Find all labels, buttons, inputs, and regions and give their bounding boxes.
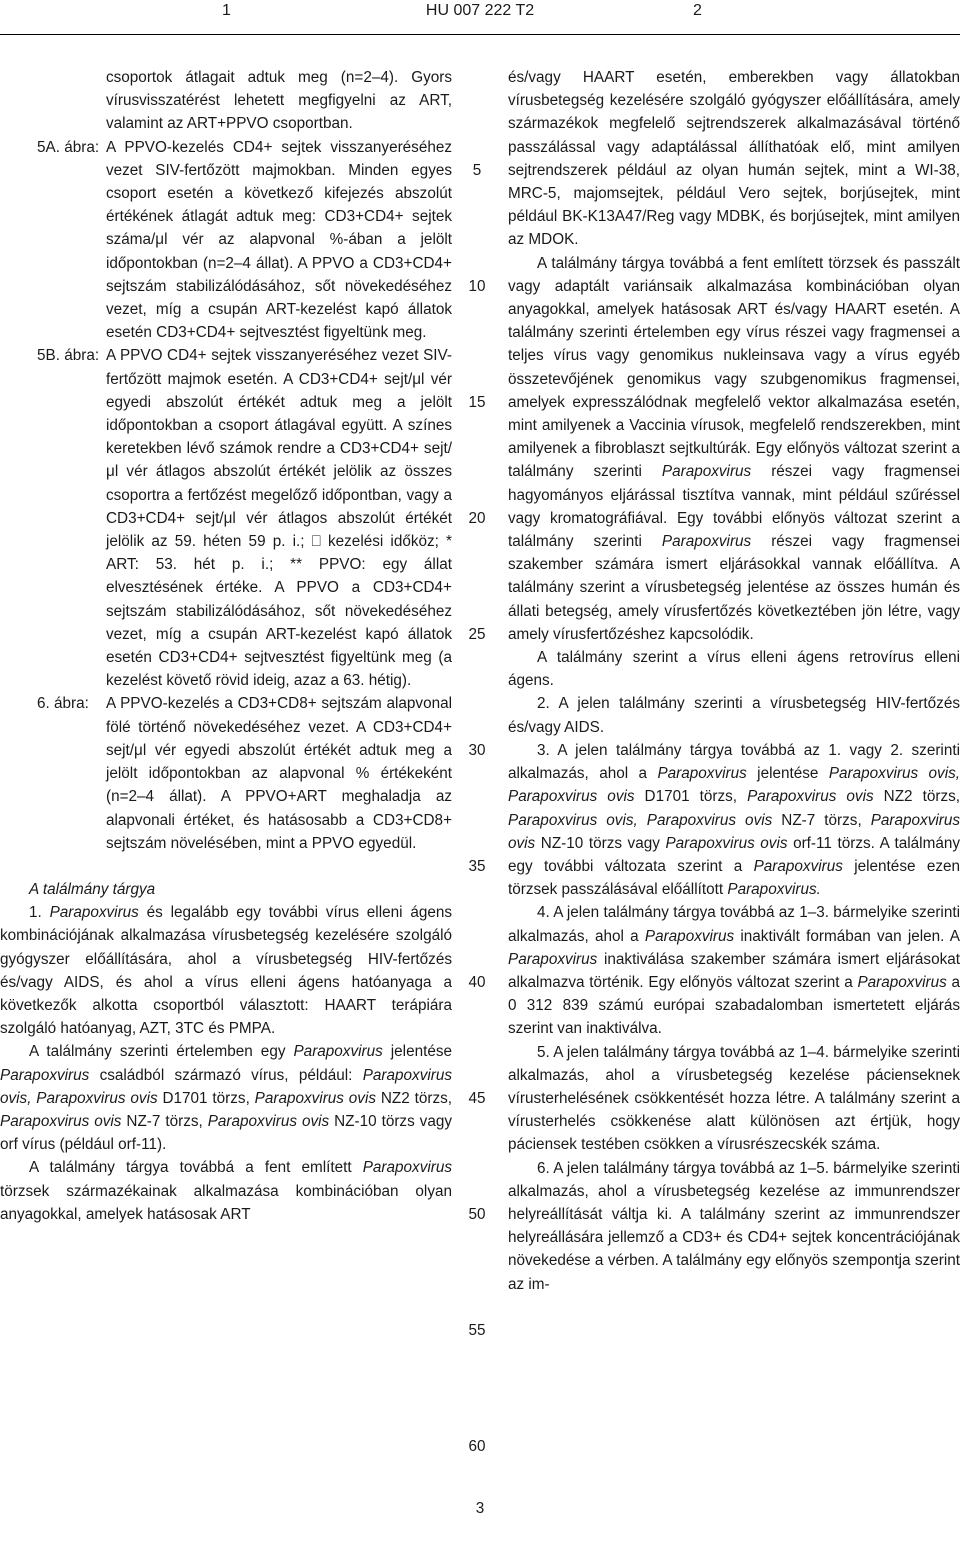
header-rule (0, 34, 960, 35)
line-number-25: 25 (468, 626, 486, 643)
left-page-number: 1 (222, 2, 231, 19)
claim-1-term: Parapoxvirus (49, 904, 139, 922)
figure-6-label: 6. ábra: (37, 695, 89, 713)
right-paragraph-1: és/vagy HAART esetén, emberekben vagy állatokban vírusbetegség kezelésére szolgáló gyógyszer előállítására, amely származékok megfelelő sejtrendszerek alkalmazásával történő passzálással vagy adaptálással állíthatóak elő, mint amilyen sejtrendszerek például az olyan humán sejtek, mint a WI-38, MRC-5, majomsejtek, például Vero sejtek, borjúsejtek, mint például BK-K13A47/Reg vagy MDBK, és borjúsejtek, mint amilyen az MDOK. (508, 69, 960, 249)
line-number-50: 50 (468, 1206, 486, 1223)
definition-paragraph: A találmány szerinti értelemben egy Parapoxvirus jelentése Parapoxvirus családból származó vírus, például: Parapoxvirus ovis, Parapoxvirus ovis D1701 törzs, Parapoxvirus ovis NZ2 törzs, Parapoxvirus ovis NZ-7 törzs, Parapoxvirus ovis NZ-10 törzs vagy orf vírus (például orf-11). (0, 1043, 452, 1154)
page-number: 3 (475, 1500, 485, 1517)
figure-6-caption (37, 692, 452, 854)
figure-5b-caption (37, 344, 452, 692)
figure-5a-caption (37, 136, 452, 345)
claim-1 (0, 901, 452, 1040)
claim-6: 6. A jelen találmány tárgya továbbá az 1–5. bármelyike szerinti alkalmazás, ahol a vírusbetegség kezelése az immunrendszer helyreállítását váltja ki. A találmány szerint az immunrendszer helyreállására jellemző a CD3+ és CD4+ sejtek koncentrációjának növekedése a vérben. A találmány egy előnyös szempontja szerint az im- (508, 1159, 960, 1293)
right-page-number: 2 (693, 2, 702, 19)
line-number-40: 40 (468, 974, 486, 991)
patent-number-title: HU 007 222 T2 (425, 2, 535, 19)
figure-5a-text: A PPVO-kezelés CD4+ sejtek visszanyeréséhez vezet SIV-fertőzött majmokban. Minden egyes csoport esetén a következő kifejezés abszolút értékének átlagát adtuk meg: CD3+CD4+ sejtek száma/μl vér az alapvonal %-ában a jelölt időpontokban (n=2–4 állat). A PPVO a CD3+CD4+ sejtszám stabilizálódásához, sőt növekedéséhez vezet, míg a csupán ART-kezelést kapó állatok esetén CD3+CD4+ sejtvesztést figyeltünk meg. (106, 138, 452, 342)
line-number-60: 60 (468, 1438, 486, 1455)
claim-5: 5. A jelen találmány tárgya továbbá az 1–4. bármelyike szerinti alkalmazás, ahol a vírusbetegség kezelése pácienseknek vírusterhelésének csökkentését hozza létre. A találmány szerint a vírusterhelés csökkenése alatt különösen azt értjük, hogy páciensek testében csökken a vírusrészecskék száma. (508, 1043, 960, 1154)
right-paragraph-3: A találmány szerint a vírus elleni ágens retrovírus elleni ágens. (508, 649, 960, 690)
line-number-55: 55 (468, 1322, 486, 1339)
section-title: A találmány tárgya (29, 880, 156, 898)
line-number-35: 35 (468, 858, 486, 875)
right-paragraph-2: A találmány tárgya továbbá a fent említett törzsek és passzált vagy adaptált variánsaik alkalmazása kombinációban olyan anyagokkal, amelyek hatásosak ART és/vagy HAART esetén. A találmány szerinti értelemben egy vírus részei vagy fragmensei a teljes vírus vagy genomikus nukleinsava vagy a vírus egyéb összetevőjének genomikus vagy szubgenomikus fragmensei, amelyek expresszálódnak megfelelő vektor alkalmazása esetén, mint amilyenek a Vaccinia vírusok, megfelelő rendszerekben, mint amilyenek a fibroblaszt sejtkultúrák. Egy előnyös változat szerint a találmány szerinti Parapoxvirus részei vagy fragmensei hagyományos eljárással tisztítva vannak, mint például szűréssel vagy kromatográfiával. Egy további előnyös változat szerint a találmány szerinti Parapoxvirus részei vagy fragmensei szakember számára ismert eljárásokkal vannak előállítva. A találmány szerint a vírusbetegség jelentése az összes humán és állati betegség, amely vírusfertőzés következtében jön létre, vagy amely vírusfertőzéshez kapcsolódik. (508, 254, 960, 643)
line-number-10: 10 (468, 278, 486, 295)
claim-1-body: és legalább egy további vírus elleni ágens kombinációjának alkalmazása vírusbetegség kezelésére szolgáló gyógyszer előállítására, ahol a vírusbetegség HIV-fertőzés és/vagy AIDS, és ahol a vírus elleni ágens hatóanyaga a következők alkotta csoportból választott: HAART terápiára szolgáló hatóanyag, AZT, 3TC és PMPA. (0, 904, 452, 1038)
claim-3: 3. A jelen találmány tárgya továbbá az 1. vagy 2. szerinti alkalmazás, ahol a Parapoxvirus jelentése Parapoxvirus ovis, Parapoxvirus ovis D1701 törzs, Parapoxvirus ovis NZ2 törzs, Parapoxvirus ovis, Parapoxvirus ovis NZ-7 törzs, Parapoxvirus ovis NZ-10 törzs vagy Parapoxvirus ovis orf-11 törzs. A találmány egy további változata szerint a Parapoxvirus jelentése ezen törzsek passzálásával előállított Parapoxvirus. (508, 741, 960, 899)
figure-intro-text: csoportok átlagait adtuk meg (n=2–4). Gyors vírusvisszatérést lehetett megfigyelni az ART, valamint az ART+PPVO csoportban. (106, 69, 452, 133)
line-number-15: 15 (468, 394, 486, 411)
claim-1-number: 1. (29, 904, 50, 922)
line-number-20: 20 (468, 510, 486, 527)
line-number-30: 30 (468, 742, 486, 759)
figure-6-text: A PPVO-kezelés a CD3+CD8+ sejtszám alapvonal fölé történő növekedéséhez vezet. A CD3+CD4+ sejt/μl vér egyedi abszolút értékét adtuk meg a jelölt időpontokban az alapvonal % értékeként (n=2–4 állat). A PPVO+ART meghaladja az alapvonali értéket, és hatásosabb a CD3+CD8+ sejtszám növelésében, mint a PPVO egyedül. (106, 695, 452, 852)
derivatives-paragraph: A találmány tárgya továbbá a fent említett Parapoxvirus törzsek származékainak alkalmazása kombinációban olyan anyagokkal, amelyek hatásosak ART (0, 1159, 452, 1223)
figure-5a-label: 5A. ábra: (37, 138, 100, 156)
left-column (0, 66, 452, 1226)
figure-5b-text: A PPVO CD4+ sejtek visszanyeréséhez vezet SIV-fertőzött majmok esetén. A CD3+CD4+ sejt/μl vér egyedi abszolút értékét adtuk meg a jelölt időpontokban a csoport átlagával együtt. A színes keretekben lévő számok rendre a CD3+CD4+ sejt/μl vér átlagos abszolút értékét jelölik az összes csoportra a fertőzést megelőző időpontban, vagy a CD3+CD4+ sejt/μl vér átlagos abszolút értékét jelölik az 59. héten 59 p. i.; ⎕ kezelési időköz; * ART: 53. hét p. i.; ** PPVO: egy állat elvesztésének értéke. A PPVO a CD3+CD4+ sejtszám stabilizálódásához, sőt növekedéséhez vezet, míg a csupán ART-kezelést kapó állatok esetén CD3+CD4+ sejtvesztést figyeltünk meg (a kezelést követő rövid ideig, azaz a 63. hétig). (106, 347, 452, 690)
claim-4: 4. A jelen találmány tárgya továbbá az 1–3. bármelyike szerinti alkalmazás, ahol a Parapoxvirus inaktivált formában van jelen. A Parapoxvirus inaktiválása szakember számára ismert eljárásokat alkalmazva történik. Egy előnyös változat szerint a Parapoxvirus a 0 312 839 számú európai szabadalomban ismertetett eljárás szerint van inaktiválva. (508, 904, 960, 1038)
line-number-45: 45 (468, 1090, 486, 1107)
figure-5b-label: 5B. ábra: (37, 347, 100, 365)
claim-2: 2. A jelen találmány szerinti a vírusbetegség HIV-fertőzés és/vagy AIDS. (508, 695, 960, 736)
right-column (508, 66, 960, 1296)
line-number-5: 5 (472, 162, 482, 179)
